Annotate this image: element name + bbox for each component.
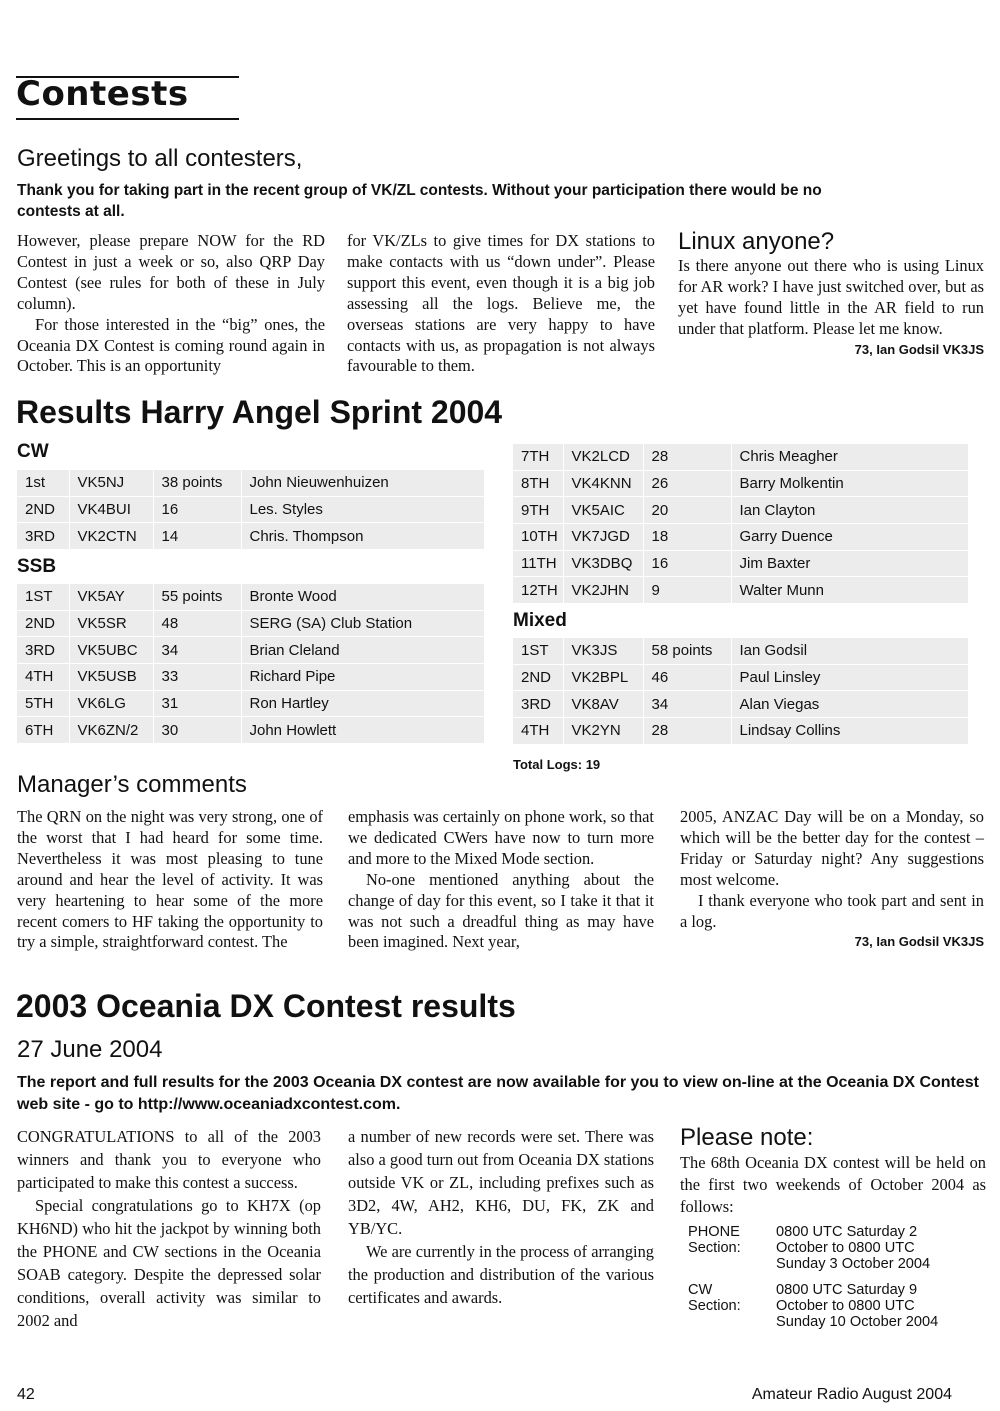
please-note-body: The 68th Oceania DX contest will be held on the first two weekends of October 2004 as follows: xyxy=(680,1153,986,1216)
place-cell: 2ND xyxy=(17,496,69,523)
paragraph: 2005, ANZAC Day will be on a Monday, so which will be the better day for the contest – Friday or Saturday night? Any suggestions most welcome. xyxy=(680,807,984,889)
operator-cell: Lindsay Collins xyxy=(731,718,968,745)
paragraph: No-one mentioned anything about the change of day for this event, so I take it that it was not such a dreadful thing as may have been imagined. Next year, xyxy=(348,869,654,952)
operator-cell: Garry Duence xyxy=(731,524,968,551)
greeting-heading: Greetings to all contesters, xyxy=(17,145,303,172)
table-row xyxy=(17,584,484,610)
cw-section-label: Section: xyxy=(688,1298,741,1314)
phone-time: 0800 UTC Saturday 2 October to 0800 UTC Sunday 3 October 2004 xyxy=(776,1224,931,1272)
callsign-cell: VK3DBQ xyxy=(563,550,643,577)
score-cell: 48 xyxy=(153,610,241,637)
oceania-heading: 2003 Oceania DX Contest results xyxy=(16,988,516,1024)
operator-cell: Paul Linsley xyxy=(731,664,968,691)
score-cell: 9 xyxy=(643,577,731,604)
table-row xyxy=(513,550,968,577)
greeting-col1 xyxy=(17,231,325,377)
results-heading: Results Harry Angel Sprint 2004 xyxy=(16,394,503,430)
total-logs: Total Logs: 19 xyxy=(513,757,601,772)
linux-box xyxy=(678,228,984,357)
paragraph: for VK/ZLs to give times for DX stations to make contacts with us “down under”. Please support this event, even though it is a big job assessing all the logs. Believe me, the overseas stations are very happy to have contacts with us, as propagation is not always favourable to them. xyxy=(347,231,655,376)
callsign-cell: VK2BPL xyxy=(563,664,643,691)
score-cell: 33 xyxy=(153,664,241,691)
table-row xyxy=(513,444,968,470)
table-row xyxy=(513,718,968,745)
phone-section-label: Section: xyxy=(688,1240,741,1256)
place-cell: 5TH xyxy=(17,690,69,717)
callsign-cell: VK5AY xyxy=(69,584,153,610)
callsign-cell: VK2CTN xyxy=(69,523,153,550)
callsign-cell: VK5USB xyxy=(69,664,153,691)
score-cell: 34 xyxy=(153,637,241,664)
operator-cell: Ian Godsil xyxy=(731,638,968,664)
place-cell: 8TH xyxy=(513,470,563,497)
callsign-cell: VK7JGD xyxy=(563,524,643,551)
operator-cell: John Nieuwenhuizen xyxy=(241,470,484,496)
paragraph: Special congratulations go to KH7X (op KH6ND) who hit the jackpot by winning both the PHONE and CW sections in the Oceania SOAB category. Despite the depressed solar conditions, overall activity was similar to 2002 and xyxy=(17,1196,321,1330)
place-cell: 2ND xyxy=(17,610,69,637)
oceania-col2 xyxy=(348,1125,654,1309)
paragraph: We are currently in the process of arranging the production and distribution of the various certificates and awards. xyxy=(348,1242,654,1307)
place-cell: 7TH xyxy=(513,444,563,470)
manager-heading: Manager’s comments xyxy=(17,771,247,798)
paragraph: emphasis was certainly on phone work, so that we dedicated CWers have now to turn more and more to the Mixed Mode section. xyxy=(348,807,654,868)
callsign-cell: VK5SR xyxy=(69,610,153,637)
callsign-cell: VK5UBC xyxy=(69,637,153,664)
oceania-date: 27 June 2004 xyxy=(17,1036,163,1063)
score-cell: 14 xyxy=(153,523,241,550)
cw-results-table xyxy=(17,470,484,550)
table-row xyxy=(17,690,484,717)
score-cell: 31 xyxy=(153,690,241,717)
place-cell: 3RD xyxy=(17,523,69,550)
score-cell: 30 xyxy=(153,717,241,744)
callsign-cell: VK5NJ xyxy=(69,470,153,496)
score-cell: 26 xyxy=(643,470,731,497)
operator-cell: SERG (SA) Club Station xyxy=(241,610,484,637)
place-cell: 3RD xyxy=(513,691,563,718)
operator-cell: Brian Cleland xyxy=(241,637,484,664)
score-cell: 16 xyxy=(643,550,731,577)
operator-cell: Alan Viegas xyxy=(731,691,968,718)
callsign-cell: VK2YN xyxy=(563,718,643,745)
cw-label: CW xyxy=(17,441,49,462)
operator-cell: Chris. Thompson xyxy=(241,523,484,550)
operator-cell: John Howlett xyxy=(241,717,484,744)
table-row xyxy=(513,691,968,718)
paragraph: CONGRATULATIONS to all of the 2003 winners and thank you to everyone who participated to make this contest a success. xyxy=(17,1127,321,1192)
mixed-label: Mixed xyxy=(513,610,567,631)
paragraph: a number of new records were set. There was also a good turn out from Oceania DX stations outside VK or ZL, including prefixes such as 3D2, 4W, AH2, KH6, DU, FK, ZK and YB/YC. xyxy=(348,1127,654,1238)
operator-cell: Barry Molkentin xyxy=(731,470,968,497)
place-cell: 2ND xyxy=(513,664,563,691)
cw-label: CW xyxy=(688,1282,713,1298)
operator-cell: Les. Styles xyxy=(241,496,484,523)
score-cell: 34 xyxy=(643,691,731,718)
publication-footer: Amateur Radio August 2004 xyxy=(751,1386,952,1403)
schedule-row-cw xyxy=(688,1282,966,1330)
manager-col2 xyxy=(348,807,654,953)
manager-signature: 73, Ian Godsil VK3JS xyxy=(854,934,984,950)
paragraph: For those interested in the “big” ones, the Oceania DX Contest is coming round again in October. This is an opportunity xyxy=(17,314,325,376)
schedule-table xyxy=(688,1224,966,1330)
table-row xyxy=(513,470,968,497)
linux-signature: 73, Ian Godsil VK3JS xyxy=(854,341,984,357)
schedule-row-phone xyxy=(688,1224,966,1272)
page-number: 42 xyxy=(17,1386,35,1403)
score-cell: 58 points xyxy=(643,638,731,664)
table-row xyxy=(17,496,484,523)
place-cell: 11TH xyxy=(513,550,563,577)
bottom-rule xyxy=(16,118,239,120)
callsign-cell: VK5AIC xyxy=(563,497,643,524)
ssb-results-table-continued xyxy=(513,444,968,604)
callsign-cell: VK2LCD xyxy=(563,444,643,470)
paragraph: I thank everyone who took part and sent in a log. xyxy=(680,890,984,931)
oceania-col1 xyxy=(17,1125,321,1332)
place-cell: 4TH xyxy=(513,718,563,745)
score-cell: 38 points xyxy=(153,470,241,496)
table-row xyxy=(17,610,484,637)
ssb-results-table xyxy=(17,584,484,744)
table-row xyxy=(513,577,968,604)
score-cell: 55 points xyxy=(153,584,241,610)
linux-body: Is there anyone out there who is using Linux for AR work? I have just switched over, but as yet have found little in the AR field to run under that platform. Please let me know. xyxy=(678,256,984,338)
table-row xyxy=(17,523,484,550)
oceania-lead: The report and full results for the 2003 Oceania DX contest are now available for you to view on-line at the Oceania DX Contest web site - go to http://www.oceaniadxcontest.com. xyxy=(17,1074,980,1113)
score-cell: 46 xyxy=(643,664,731,691)
table-row xyxy=(17,637,484,664)
greeting-col2 xyxy=(347,231,655,377)
place-cell: 9TH xyxy=(513,497,563,524)
place-cell: 12TH xyxy=(513,577,563,604)
score-cell: 28 xyxy=(643,444,731,470)
manager-col1 xyxy=(17,807,323,953)
operator-cell: Chris Meagher xyxy=(731,444,968,470)
place-cell: 6TH xyxy=(17,717,69,744)
callsign-cell: VK6ZN/2 xyxy=(69,717,153,744)
mixed-results-table xyxy=(513,638,968,745)
paragraph: The QRN on the night was very strong, one of the worst that I had heard for some time. Nevertheless it was most pleasing to tune around and hear the level of activity. It was very heartening to hear some of the more recent comers to HF taking the opportunity to try a simple, straightforward contest. The xyxy=(17,807,323,952)
place-cell: 4TH xyxy=(17,664,69,691)
operator-cell: Richard Pipe xyxy=(241,664,484,691)
operator-cell: Ian Clayton xyxy=(731,497,968,524)
place-cell: 3RD xyxy=(17,637,69,664)
score-cell: 28 xyxy=(643,718,731,745)
operator-cell: Jim Baxter xyxy=(731,550,968,577)
ssb-label: SSB xyxy=(17,556,57,577)
score-cell: 20 xyxy=(643,497,731,524)
callsign-cell: VK4KNN xyxy=(563,470,643,497)
callsign-cell: VK3JS xyxy=(563,638,643,664)
table-row xyxy=(513,664,968,691)
score-cell: 16 xyxy=(153,496,241,523)
cw-time: 0800 UTC Saturday 9 October to 0800 UTC Sunday 10 October 2004 xyxy=(776,1282,939,1330)
linux-heading: Linux anyone? xyxy=(678,228,835,255)
place-cell: 1st xyxy=(17,470,69,496)
please-note-heading: Please note: xyxy=(680,1124,814,1151)
please-note-box xyxy=(680,1124,986,1330)
paragraph: However, please prepare NOW for the RD Contest in just a week or so, also QRP Day Contest (see rules for both of these in July column). xyxy=(17,231,325,313)
place-cell: 10TH xyxy=(513,524,563,551)
table-row xyxy=(17,717,484,744)
callsign-cell: VK6LG xyxy=(69,690,153,717)
table-row xyxy=(17,470,484,496)
operator-cell: Walter Munn xyxy=(731,577,968,604)
phone-label: PHONE xyxy=(688,1224,740,1240)
manager-col3 xyxy=(680,807,984,949)
table-row xyxy=(513,524,968,551)
callsign-cell: VK2JHN xyxy=(563,577,643,604)
callsign-cell: VK8AV xyxy=(563,691,643,718)
table-row xyxy=(513,497,968,524)
operator-cell: Bronte Wood xyxy=(241,584,484,610)
table-row xyxy=(513,638,968,664)
score-cell: 18 xyxy=(643,524,731,551)
table-row xyxy=(17,664,484,691)
operator-cell: Ron Hartley xyxy=(241,690,484,717)
greeting-lead: Thank you for taking part in the recent group of VK/ZL contests. Without your participation there would be no contests at all. xyxy=(17,182,822,220)
section-title: Contests xyxy=(16,74,189,114)
place-cell: 1ST xyxy=(17,584,69,610)
place-cell: 1ST xyxy=(513,638,563,664)
callsign-cell: VK4BUI xyxy=(69,496,153,523)
